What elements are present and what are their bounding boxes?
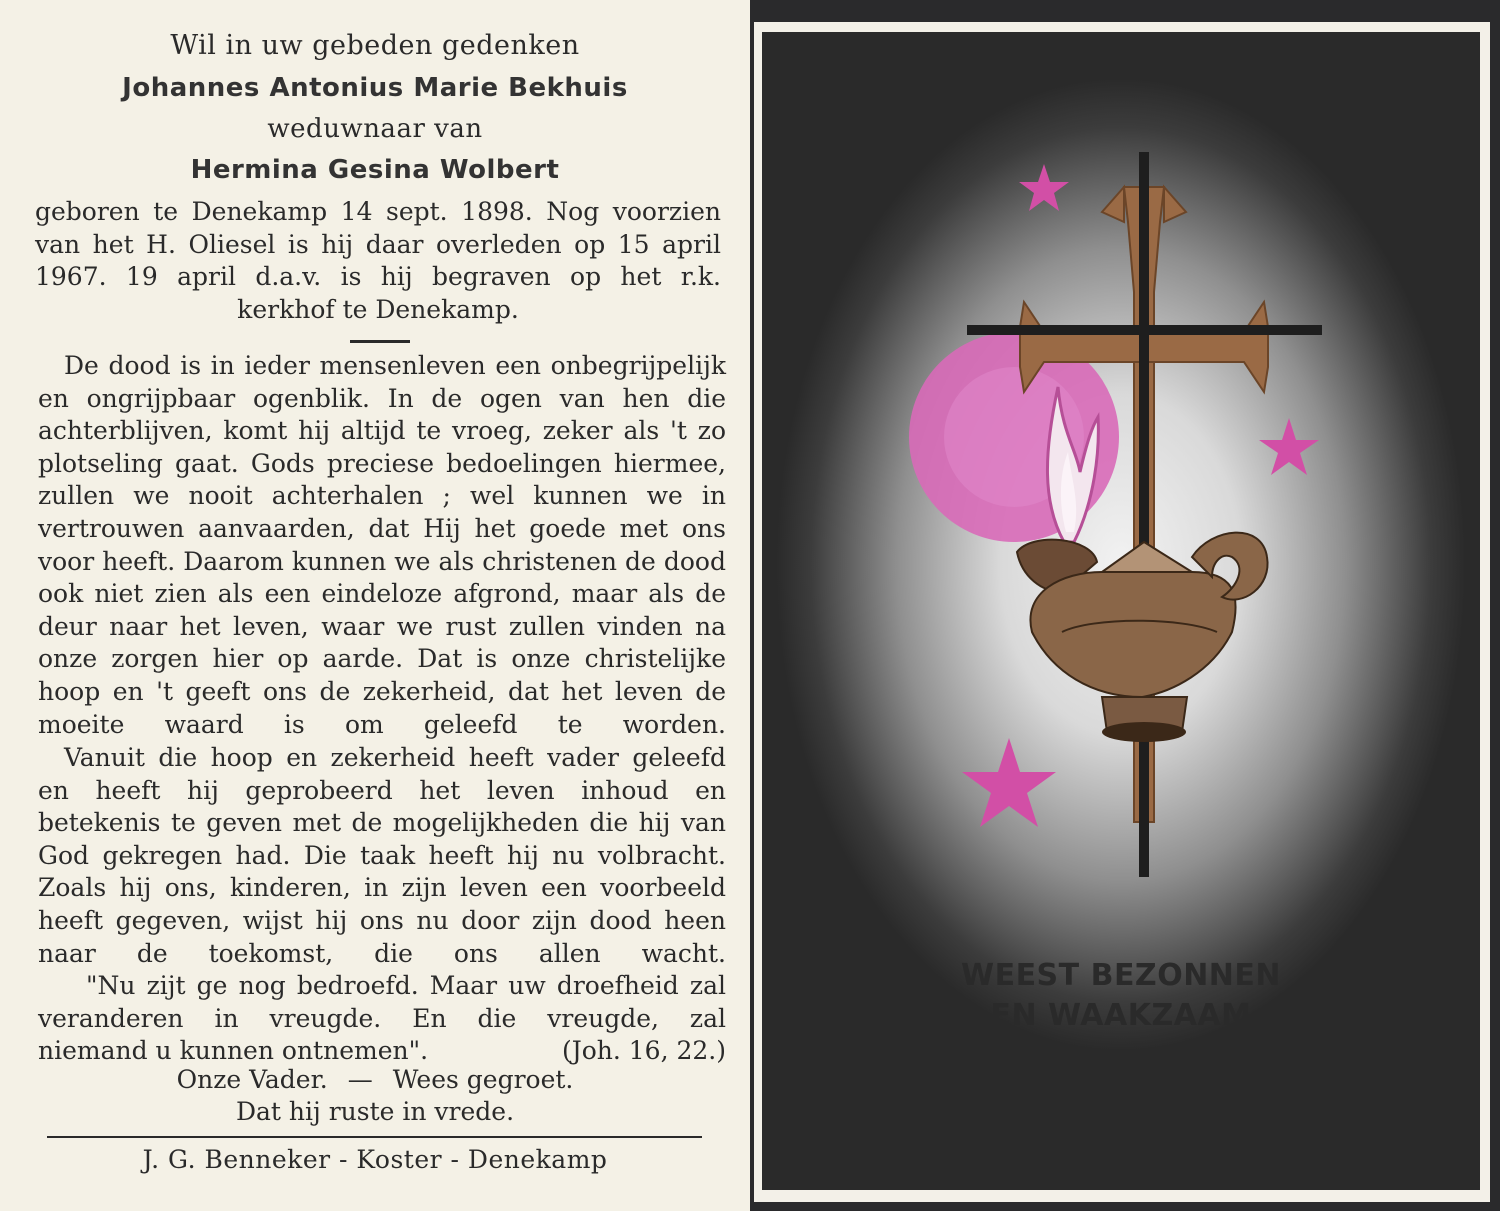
star-icon	[1259, 418, 1319, 475]
motto-line-2: EN WAAKZAAM	[990, 998, 1252, 1033]
intro-line: Wil in uw gebeden gedenken	[170, 30, 580, 61]
spouse-name: Hermina Gesina Wolbert	[190, 155, 560, 185]
prayer-our-father: Onze Vader.	[176, 1065, 328, 1094]
oil-lamp-icon	[1017, 533, 1268, 742]
motto-line-1: WEEST BEZONNEN	[960, 958, 1282, 993]
widower-of-line: weduwnaar van	[267, 114, 483, 144]
printer-line: J. G. Benneker - Koster - Denekamp	[142, 1145, 608, 1174]
star-icon	[962, 738, 1056, 827]
star-icon	[1019, 164, 1069, 211]
birth-death-details: geboren te Denekamp 14 sept. 1898. Nog voorzien van het H. Oliesel is hij daar overleden op 15 april 1967. 19 april d.a.v. is hij begraven op het r.k. kerkhof te Denekamp.	[35, 197, 721, 324]
bible-reference: (Joh. 16, 22.)	[561, 1036, 726, 1065]
picture-frame	[762, 32, 1480, 1190]
deceased-name: Johannes Antonius Marie Bekhuis	[122, 73, 628, 103]
prayer-hail-mary: Wees gegroet.	[392, 1065, 574, 1094]
reflection-paragraph-1: De dood is in ieder mensenleven een onbegrijpelijk en ongrijpbaar ogenblik. In de ogen van hen die achterblijven, komt hij altijd te vroeg, zeker als 't zo plotseling gaat. Gods preciese bedoelingen hiermee, zullen we nooit achterhalen ; wel kunnen we in vertrouwen aanvaarden, dat Hij het goede met ons voor heeft. Daarom kunnen we als christenen de dood ook niet zien als een eindeloze afgrond, maar als de deur naar het leven, waar we rust zullen vinden na onze zorgen hier op aarde. Dat is onze christelijke hoop en 't geeft ons de zekerheid, dat het leven de moeite waard is om geleefd te worden.	[38, 351, 726, 739]
bible-verse-end	[38, 1035, 726, 1068]
rest-in-peace: Dat hij ruste in vrede.	[235, 1097, 515, 1126]
prayer-dash: —	[347, 1065, 373, 1094]
reflection-paragraph-2: Vanuit die hoop en zekerheid heeft vader geleefd en heeft hij geprobeerd het leven inhoud en betekenis te geven met de mogelijkheden die hij van God gekregen had. Die taak heeft hij nu volbracht. Zoals hij ons, kinderen, in zijn leven een voorbeeld heeft gegeven, wijst hij ons nu door zijn dood heen naar de toekomst, die ons allen wacht.	[38, 743, 726, 968]
prayer-line	[0, 1065, 750, 1094]
bible-verse: "Nu zijt ge nog bedroefd. Maar uw droefheid zal veranderen in vreugde. En die vreugde, zal	[38, 971, 726, 1033]
divider-short	[350, 340, 410, 343]
memorial-picture-card	[754, 22, 1490, 1202]
bible-verse-last-line: niemand u kunnen ontnemen".	[38, 1036, 429, 1065]
divider-long	[47, 1136, 702, 1138]
